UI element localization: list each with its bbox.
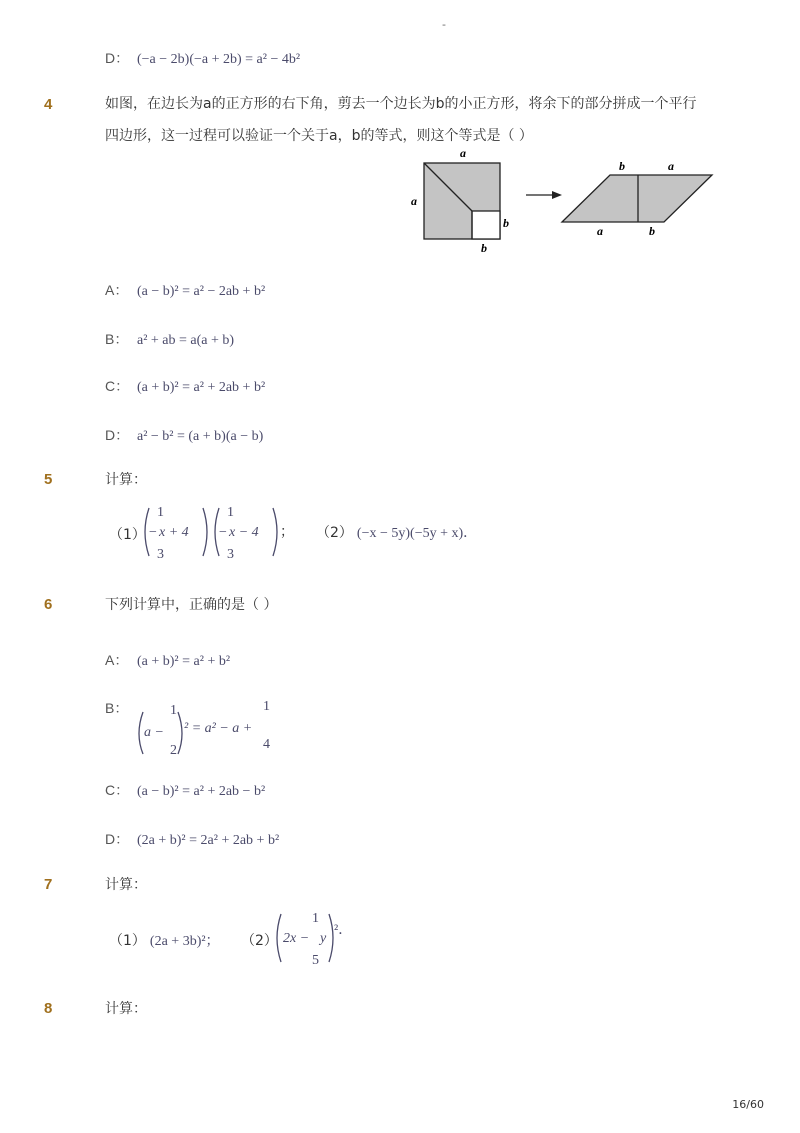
q7-part2-label: （2） — [241, 933, 278, 949]
question-5-text: 计算： — [105, 472, 147, 488]
para-label-bot-b: b — [649, 224, 655, 238]
question-4-option-c — [105, 376, 265, 396]
question-6-option-b — [105, 698, 137, 718]
q5-part2-expr: (−x − 5y)(−5y + x)． — [356, 526, 478, 541]
paren-close-2 — [273, 508, 277, 556]
question-4-text — [105, 88, 696, 152]
option-label: B： — [105, 700, 129, 716]
question-7-text: 计算： — [105, 877, 147, 893]
q6b-num2: 1 — [263, 699, 270, 714]
option-label: B： — [105, 331, 129, 347]
question-4-line2: 四边形，这一过程可以验证一个关于a，b的等式，则这个等式是（ ） — [105, 128, 533, 144]
option-expr: (a + b)² = a² + b² — [137, 654, 231, 669]
q6b-num: 1 — [170, 703, 177, 718]
q5-f2-den: 3 — [227, 547, 234, 562]
question-number-5: 5 — [44, 471, 53, 488]
q6-option-b-expr — [134, 694, 284, 756]
q5-f2-right: x − 4 — [229, 525, 259, 540]
question-6-text: 下列计算中，正确的是（ ） — [105, 597, 278, 613]
option-label: C： — [105, 782, 130, 798]
question-4-figure — [400, 145, 730, 260]
question-8-text: 计算： — [105, 1001, 147, 1017]
q7-part1-expr: (2a + 3b)²； — [149, 934, 220, 949]
paren-close — [178, 712, 182, 754]
question-number-4: 4 — [44, 96, 53, 113]
option-expr: (a + b)² = a² + 2ab + b² — [137, 380, 266, 395]
question-6-option-c — [105, 780, 265, 800]
paren-open — [139, 712, 143, 754]
question-6-option-a — [105, 650, 230, 670]
q6b-after: ² = a² − a + — [184, 721, 253, 736]
q7-part2-expr — [272, 906, 372, 968]
label-right-b: b — [503, 216, 509, 230]
q5-f2-num: 1 — [227, 505, 234, 520]
q6b-left: a − — [144, 725, 164, 740]
q7-right: y — [320, 931, 327, 946]
q7-part1-label: （1） — [109, 933, 146, 949]
q5-f1-right: x + 4 — [159, 525, 189, 540]
q5-f1-num: 1 — [157, 505, 164, 520]
header-dash: - — [442, 18, 446, 31]
option-expr: (a − b)² = a² − 2ab + b² — [137, 284, 266, 299]
option-expr: (a − b)² = a² + 2ab − b² — [137, 784, 266, 799]
q5-part2 — [316, 522, 477, 542]
option-label: C： — [105, 378, 130, 394]
q5-part2-label: （2） — [316, 525, 353, 541]
option-label: D： — [105, 831, 130, 847]
q5-part1-expr — [140, 500, 294, 564]
q7-den: 5 — [312, 953, 319, 968]
small-square-cut — [472, 211, 500, 239]
paren-open — [277, 914, 281, 962]
option-expr: (2a + b)² = 2a² + 2ab + b² — [137, 833, 280, 848]
q5-f1-left: − — [149, 525, 157, 540]
question-number-7: 7 — [44, 876, 53, 893]
option-expr: (−a − 2b)(−a + 2b) = a² − 4b² — [137, 52, 301, 67]
option-label: A： — [105, 652, 129, 668]
question-4-option-d — [105, 425, 263, 445]
paren-close-1 — [203, 508, 207, 556]
option-expr: a² + ab = a(a + b) — [137, 333, 235, 348]
q5-part1-label: （1） — [109, 527, 146, 543]
parallelogram — [562, 175, 712, 222]
q6b-den2: 4 — [263, 737, 270, 752]
q5-f2-left: − — [219, 525, 227, 540]
question-4-option-a — [105, 280, 265, 300]
question-number-6: 6 — [44, 596, 53, 613]
q7-end: ²． — [334, 923, 353, 938]
paren-close — [329, 914, 333, 962]
question-number-8: 8 — [44, 1000, 53, 1017]
question-4-option-b — [105, 329, 234, 349]
option-expr: a² − b² = (a + b)(a − b) — [137, 429, 264, 444]
label-top-a: a — [460, 146, 466, 160]
option-label: D： — [105, 50, 130, 66]
question-4-line1: 如图，在边长为a的正方形的右下角，剪去一个边长为b的小正方形，将余下的部分拼成一个平行 — [105, 96, 697, 112]
para-label-top-a: a — [668, 159, 674, 173]
label-left-a: a — [411, 194, 417, 208]
q6b-den: 2 — [170, 743, 177, 758]
prev-option-d — [105, 48, 300, 68]
label-bottom-b: b — [481, 241, 487, 255]
q7-num: 1 — [312, 911, 319, 926]
question-6-option-d — [105, 829, 279, 849]
q5-f1-den: 3 — [157, 547, 164, 562]
option-label: A： — [105, 282, 129, 298]
q7-part1 — [109, 930, 220, 950]
arrow-head — [552, 191, 562, 199]
q5-part1-end: ； — [280, 525, 294, 540]
page-number: 16/60 — [732, 1098, 764, 1111]
para-label-bot-a: a — [597, 224, 603, 238]
option-label: D： — [105, 427, 130, 443]
para-label-top-b: b — [619, 159, 625, 173]
q7-left: 2x − — [283, 931, 310, 946]
